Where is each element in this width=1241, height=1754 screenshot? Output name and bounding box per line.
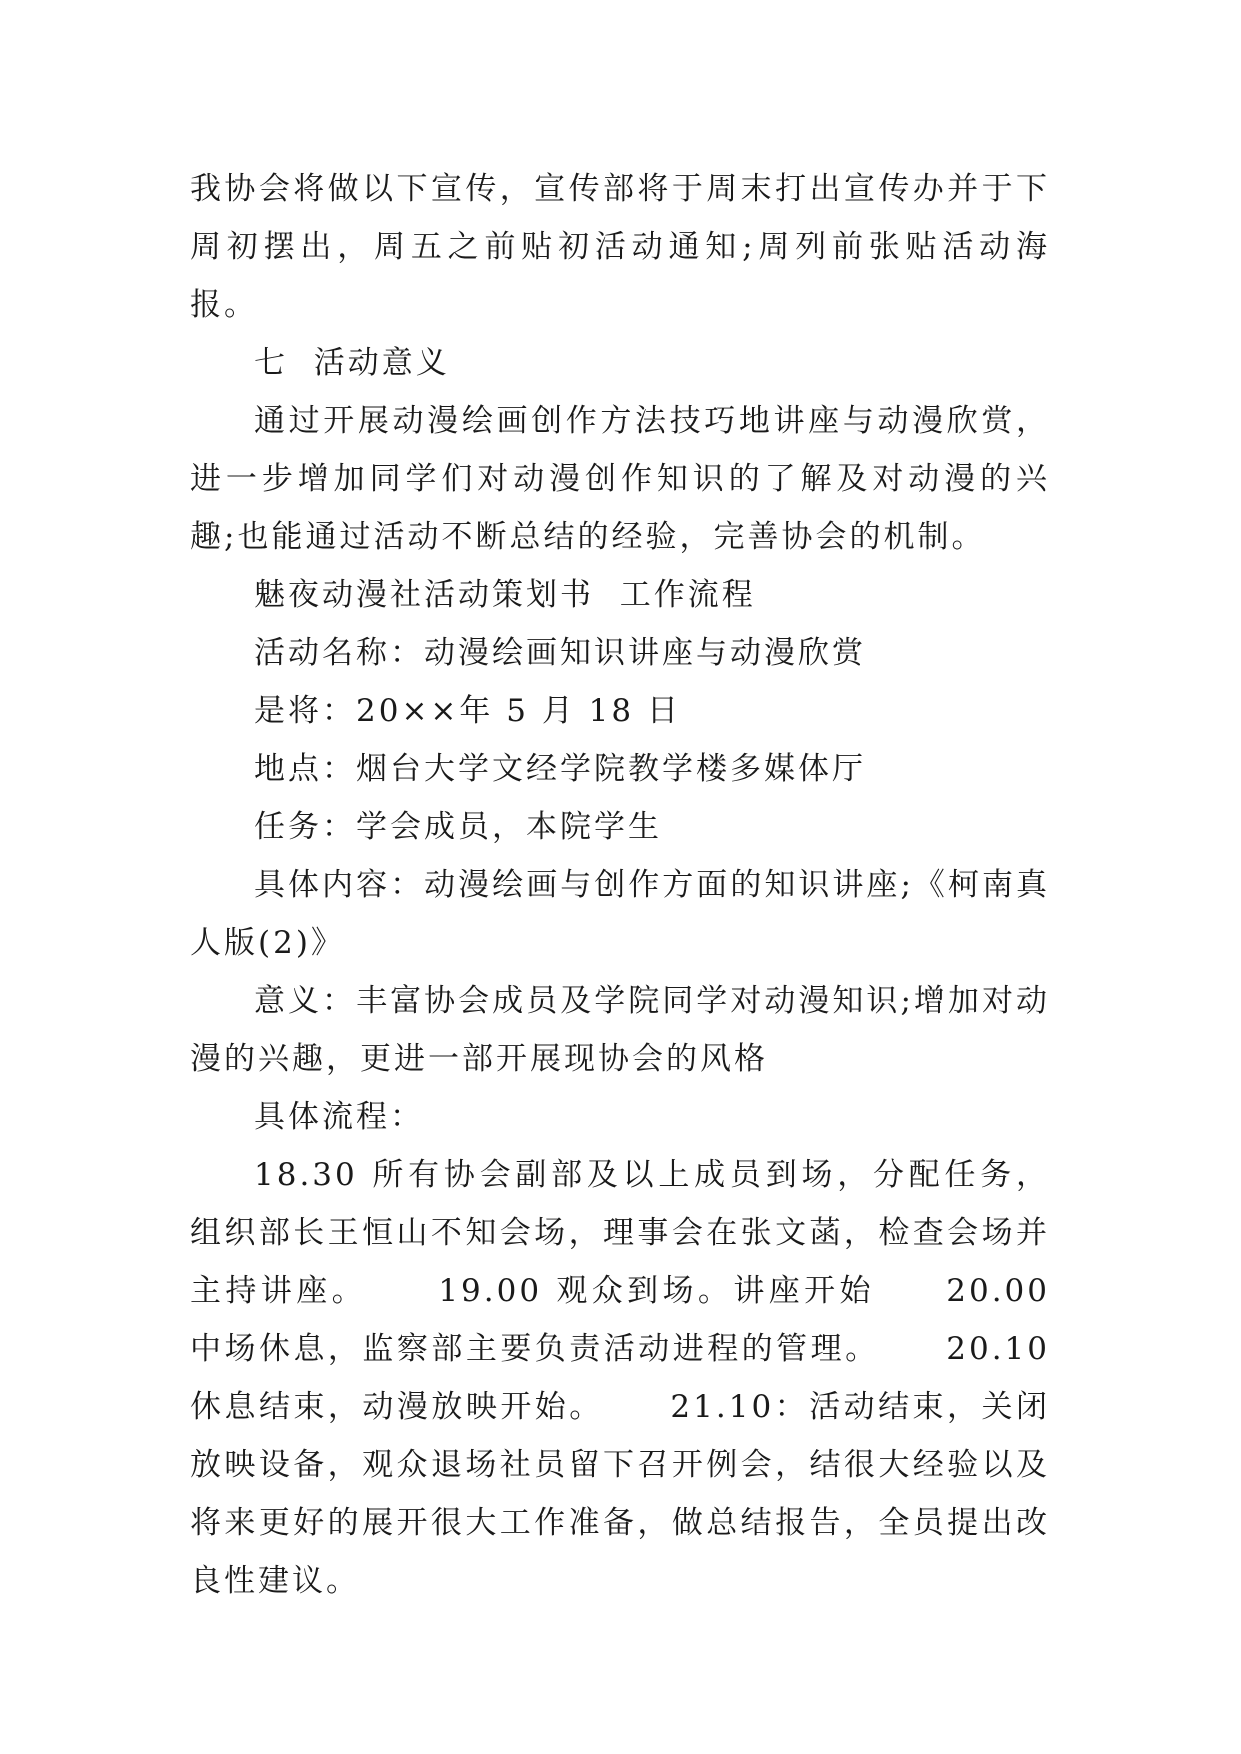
activity-meaning-paragraph: 意义：丰富协会成员及学院同学对动漫知识;增加对动漫的兴趣，更进一部开展现协会的风格 — [190, 983, 1050, 1077]
activity-location-line: 地点：烟台大学文经学院教学楼多媒体厅 — [254, 751, 866, 787]
activity-date-line: 是将：20××年 5 月 18 日 — [254, 693, 681, 729]
section-heading: 七 活动意义 — [254, 345, 450, 381]
activity-content-paragraph: 具体内容：动漫绘画与创作方面的知识讲座;《柯南真人版(2)》 — [190, 867, 1050, 961]
document-body — [190, 160, 1063, 1610]
workflow-title: 魅夜动漫社活动策划书 工作流程 — [254, 577, 756, 613]
process-detail-paragraph: 18.30 所有协会副部及以上成员到场，分配任务，组织部长王恒山不知会场，理事会在张文菡，检查会场并主持讲座。 19.00 观众到场。讲座开始 20.00 中场休息，监察部主要负责活动进程的管理。 20.10 休息结束，动漫放映开始。 21.10：活动结束，关闭放映设备，观众退场社员留下召开例会，结很大经验以及将来更好的展开很大工作准备，做总结报告，全员提出改良性建议。 — [190, 1157, 1063, 1599]
significance-paragraph: 通过开展动漫绘画创作方法技巧地讲座与动漫欣赏，进一步增加同学们对动漫创作知识的了解及对动漫的兴趣;也能通过活动不断总结的经验，完善协会的机制。 — [190, 403, 1050, 555]
activity-name-line: 活动名称：动漫绘画知识讲座与动漫欣赏 — [254, 635, 866, 671]
activity-task-line: 任务：学会成员，本院学生 — [254, 809, 662, 845]
publicity-paragraph: 我协会将做以下宣传，宣传部将于周末打出宣传办并于下周初摆出，周五之前贴初活动通知;周列前张贴活动海报。 — [190, 171, 1050, 323]
process-heading: 具体流程： — [254, 1099, 424, 1135]
